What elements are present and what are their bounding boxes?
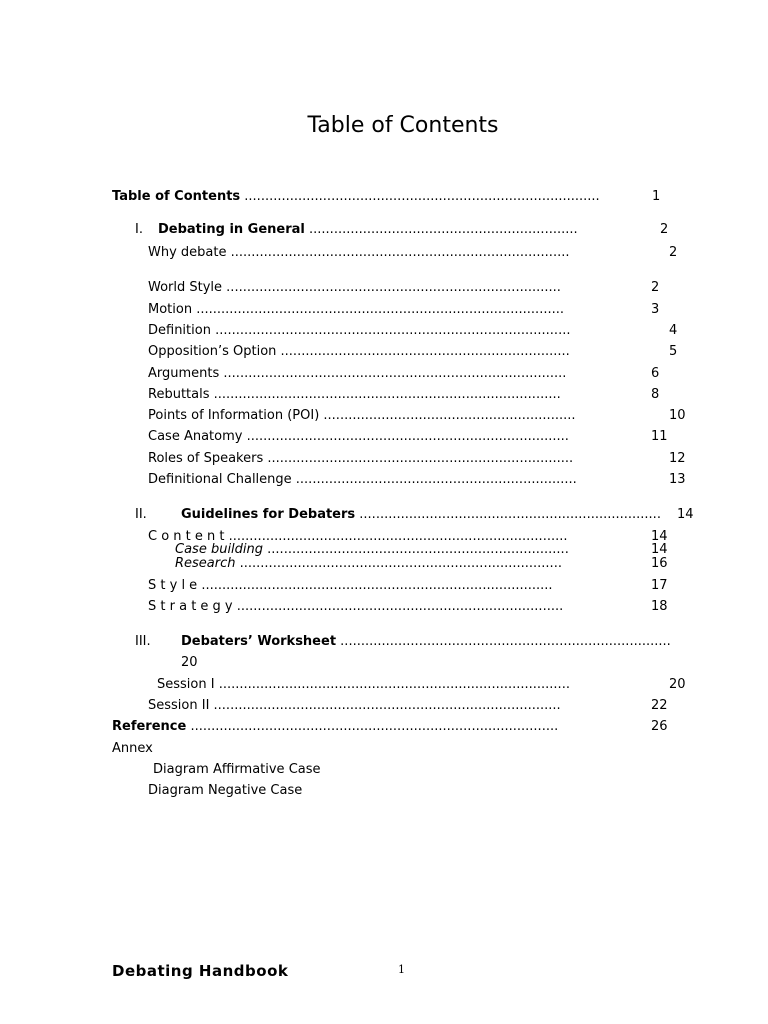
toc-entry-text: S t y l e — [148, 578, 198, 593]
toc-entry — [181, 634, 681, 650]
toc-entry — [112, 189, 672, 205]
toc-leader: ...................................................................................... — [210, 323, 571, 338]
toc-entry-annex: Annex — [112, 741, 153, 756]
toc-leader: ......................................................................... — [263, 542, 569, 557]
toc-entry-text: C o n t e n t — [148, 529, 225, 544]
toc-entry — [175, 556, 645, 572]
toc-leader: ................................................................................. — [222, 280, 561, 295]
toc-leader: ................................................................................... — [219, 366, 567, 381]
toc-entry-text: Session II — [148, 698, 210, 713]
toc-page-number: 14 — [677, 507, 694, 522]
toc-leader: ................................................................. — [304, 222, 578, 237]
toc-page-number: 22 — [651, 698, 668, 713]
section-heading: Debaters’ Worksheet — [181, 634, 337, 649]
toc-entry-text: Definition — [148, 323, 211, 338]
toc-page-number: 4 — [669, 323, 678, 338]
toc-entry — [148, 451, 654, 467]
toc-page-number: 12 — [669, 451, 686, 466]
toc-page-number: 2 — [651, 280, 660, 295]
toc-entry — [112, 719, 642, 735]
section-numeral: II. — [135, 507, 147, 522]
toc-entry — [148, 387, 648, 403]
toc-page-number: 20 — [181, 655, 198, 670]
toc-leader: .................................................................................... — [209, 698, 561, 713]
toc-page-number: 1 — [652, 189, 661, 204]
toc-entry — [148, 698, 648, 714]
toc-page-number: 11 — [651, 429, 668, 444]
toc-entry-diagram: Diagram Affirmative Case — [153, 762, 321, 777]
toc-page-number: 14 — [651, 529, 668, 544]
toc-page-number: 13 — [669, 472, 686, 487]
toc-entry — [148, 323, 654, 339]
toc-page-number: 8 — [651, 387, 660, 402]
page-title: Table of Contents — [307, 113, 499, 138]
section-numeral: I. — [135, 222, 143, 237]
toc-entry-text: Arguments — [148, 366, 220, 381]
toc-leader: .................................................................................. — [226, 245, 570, 260]
toc-leader: .................................................................... — [291, 472, 577, 487]
toc-entry — [181, 507, 673, 523]
toc-page-number: 10 — [669, 408, 686, 423]
toc-leader: .................................................................................. — [224, 529, 568, 544]
toc-page-number: 17 — [651, 578, 668, 593]
toc-leader: ............................................................................... — [232, 599, 564, 614]
toc-entry-text: World Style — [148, 280, 223, 295]
toc-entry-text: Roles of Speakers — [148, 451, 264, 466]
toc-entry — [148, 245, 654, 261]
toc-leader: ......................................................................................... — [192, 302, 564, 317]
toc-entry-text: Case building — [175, 542, 264, 557]
toc-entry-text: Definitional Challenge — [148, 472, 292, 487]
toc-entry-text: Rebuttals — [148, 387, 210, 402]
footer-page-number: 1 — [398, 963, 405, 976]
toc-page-number: 20 — [669, 677, 686, 692]
toc-entry — [148, 599, 650, 615]
toc-leader: .............................................................................. — [235, 556, 562, 571]
toc-leader: ................................................................................ — [336, 634, 671, 649]
toc-entry-text: S t r a t e g y — [148, 599, 233, 614]
toc-entry-text: Reference — [112, 719, 187, 734]
toc-leader: .......................................................................... — [263, 451, 574, 466]
toc-page-number: 3 — [651, 302, 660, 317]
toc-page-number: 6 — [651, 366, 660, 381]
toc-page-number: 2 — [669, 245, 678, 260]
toc-entry-text: Why debate — [148, 245, 227, 260]
toc-entry — [148, 302, 648, 318]
toc-leader: ...................................................................... — [276, 344, 570, 359]
toc-entry-text: Table of Contents — [112, 189, 241, 204]
toc-page-number: 26 — [651, 719, 668, 734]
toc-entry-text: Session I — [157, 677, 215, 692]
toc-page-number: 16 — [651, 556, 668, 571]
footer-title: Debating Handbook — [112, 962, 289, 980]
toc-entry — [158, 222, 652, 238]
toc-entry — [148, 280, 648, 296]
toc-entry — [148, 366, 648, 382]
section-heading: Debating in General — [158, 222, 305, 237]
toc-leader: .............................................................................. — [242, 429, 569, 444]
toc-entry-text: Research — [175, 556, 236, 571]
toc-entry — [148, 472, 658, 488]
toc-entry-text: Opposition’s Option — [148, 344, 277, 359]
toc-entry — [148, 408, 658, 424]
toc-entry-text: Motion — [148, 302, 193, 317]
toc-leader: .................................................................................... — [209, 387, 561, 402]
toc-leader: ...................................................................................... — [240, 189, 600, 204]
toc-entry-text: Points of Information (POI) — [148, 408, 320, 423]
toc-page-number: 14 — [651, 542, 668, 557]
toc-page-number: 2 — [660, 222, 669, 237]
toc-page-number: 5 — [669, 344, 678, 359]
toc-leader: ..................................................................................... — [214, 677, 570, 692]
toc-leader: ......................................................................................... — [186, 719, 559, 734]
toc-page-number: 18 — [651, 599, 668, 614]
section-numeral: III. — [135, 634, 151, 649]
section-heading: Guidelines for Debaters — [181, 507, 356, 522]
toc-leader: ..................................................................................... — [197, 578, 553, 593]
toc-leader: ......................................................................... — [355, 507, 661, 522]
toc-entry — [148, 578, 645, 594]
toc-leader: ............................................................. — [319, 408, 576, 423]
toc-entry-diagram: Diagram Negative Case — [148, 783, 303, 798]
toc-entry — [157, 677, 653, 693]
toc-entry — [148, 429, 649, 445]
toc-entry — [148, 344, 658, 360]
toc-entry-text: Case Anatomy — [148, 429, 243, 444]
